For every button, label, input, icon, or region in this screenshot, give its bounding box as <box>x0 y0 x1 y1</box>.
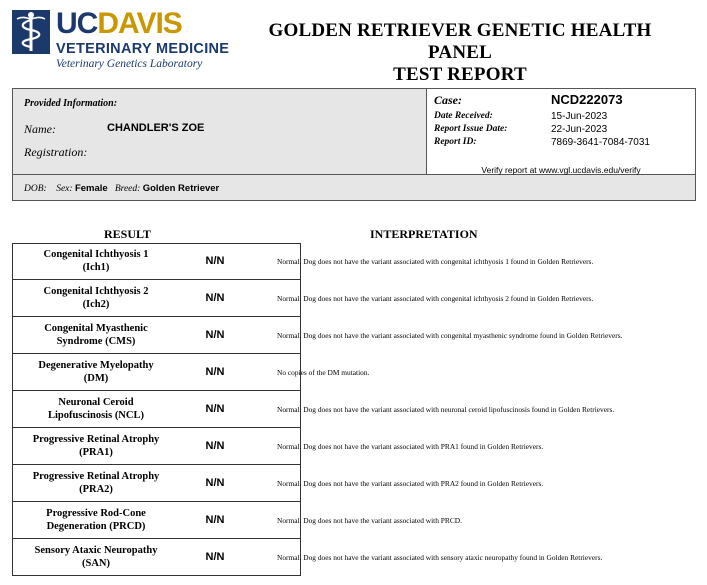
condition-name-line2: Syndrome (CMS) <box>56 336 136 347</box>
results-table <box>12 243 696 576</box>
registration-label: Registration: <box>24 145 88 159</box>
condition-name-line2: (DM) <box>83 373 109 384</box>
condition-name-line1: Congenital Myasthenic <box>44 323 148 334</box>
sex-label: Sex: <box>56 184 73 194</box>
condition-name <box>12 243 180 279</box>
condition-name-line2: Degeneration (PRCD) <box>46 521 146 532</box>
genotype-result: N/N <box>205 292 225 304</box>
interpretation-text: Normal. Dog does not have the variant associated with PRA2 found in Golden Retrievers. <box>277 478 544 488</box>
dob-label: DOB: <box>24 184 47 194</box>
condition-name-line1: Progressive Retinal Atrophy <box>32 471 160 482</box>
interpretation-text: Normal. Dog does not have the variant associated with congenital myasthenic syndrome found in Golden Retrievers. <box>277 330 623 340</box>
ucdavis-wordmark: UCDAVIS <box>56 7 182 40</box>
report-title-line1: GOLDEN RETRIEVER GENETIC HEALTH PANEL <box>268 20 652 63</box>
genotype-result: N/N <box>205 514 225 526</box>
condition-name <box>12 317 180 353</box>
case-label: Case: <box>434 93 462 107</box>
interpretation-text: Normal. Dog does not have the variant associated with neuronal ceroid lipofuscinosis found in Golden Retrievers. <box>277 404 615 414</box>
condition-name <box>12 465 180 501</box>
result-row <box>12 502 696 539</box>
condition-name-line1: Neuronal Ceroid <box>58 397 134 408</box>
verify-link[interactable]: Verify report at www.vgl.ucdavis.edu/verify <box>481 165 641 175</box>
genotype-result: N/N <box>205 403 225 415</box>
genotype-result: N/N <box>205 551 225 563</box>
report-id-label: Report ID: <box>434 137 477 147</box>
genotype-result: N/N <box>205 329 225 341</box>
provided-heading: Provided Information: <box>24 98 118 109</box>
date-received-value: 15-Jun-2023 <box>551 111 608 122</box>
name-label: Name: <box>24 122 56 136</box>
result-row <box>12 539 696 576</box>
report-title-line2: TEST REPORT <box>393 64 527 85</box>
interpretation-header: INTERPRETATION <box>370 227 478 241</box>
condition-name-line2: Lipofuscinosis (NCL) <box>48 410 144 421</box>
report-id-value: 7869-3641-7084-7031 <box>551 137 650 148</box>
genotype-result: N/N <box>205 440 225 452</box>
interpretation-text: Normal. Dog does not have the variant associated with congenital ichthyosis 1 found in Golden Retrievers. <box>277 256 594 266</box>
condition-name <box>12 428 180 464</box>
genotype-result: N/N <box>205 366 225 378</box>
condition-name-line2: (PRA2) <box>79 484 113 495</box>
issue-date-label: Report Issue Date: <box>434 124 508 134</box>
condition-name-line2: (SAN) <box>82 558 110 569</box>
caduceus-icon <box>12 10 50 54</box>
provided-information-panel <box>13 89 427 175</box>
condition-name-line2: (PRA1) <box>79 447 113 458</box>
condition-name <box>12 391 180 427</box>
lab-name: Veterinary Genetics Laboratory <box>56 58 203 70</box>
condition-name-line1: Congenital Ichthyosis 1 <box>43 249 149 260</box>
result-row <box>12 428 696 465</box>
case-panel <box>427 89 695 175</box>
condition-name-line1: Progressive Retinal Atrophy <box>32 434 160 445</box>
condition-name-line1: Progressive Rod-Cone <box>46 508 146 519</box>
result-row <box>12 354 696 391</box>
name-value: CHANDLER'S ZOE <box>107 122 205 134</box>
condition-name <box>12 539 180 575</box>
interpretation-text: Normal. Dog does not have the variant associated with PRA1 found in Golden Retrievers. <box>277 441 544 451</box>
date-received-label: Date Received: <box>434 111 493 121</box>
issue-date-value: 22-Jun-2023 <box>551 124 608 135</box>
info-box <box>12 88 696 201</box>
interpretation-text: No copies of the DM mutation. <box>277 367 370 377</box>
breed-label: Breed: <box>114 184 141 194</box>
genotype-result: N/N <box>205 477 225 489</box>
condition-name-line2: (Ich1) <box>82 262 110 273</box>
interpretation-text: Normal. Dog does not have the variant associated with PRCD. <box>277 515 462 525</box>
condition-name <box>12 354 180 390</box>
condition-name-line1: Sensory Ataxic Neuropathy <box>34 545 158 556</box>
condition-name-line2: (Ich2) <box>82 299 110 310</box>
breed-value: Golden Retriever <box>142 183 220 194</box>
condition-name-line1: Degenerative Myelopathy <box>38 360 154 371</box>
school-name: VETERINARY MEDICINE <box>56 41 230 57</box>
sex-value: Female <box>74 183 108 194</box>
result-row <box>12 280 696 317</box>
result-row <box>12 317 696 354</box>
interpretation-text: Normal. Dog does not have the variant associated with sensory ataxic neuropathy found in Golden Retrievers. <box>277 552 603 562</box>
condition-name <box>12 280 180 316</box>
result-row <box>12 465 696 502</box>
condition-name-line1: Congenital Ichthyosis 2 <box>43 286 149 297</box>
case-value: NCD222073 <box>551 92 623 107</box>
result-header: RESULT <box>104 227 151 241</box>
ucdavis-logo <box>12 8 252 68</box>
genotype-result: N/N <box>205 255 225 267</box>
interpretation-text: Normal. Dog does not have the variant associated with congenital ichthyosis 2 found in Golden Retrievers. <box>277 293 594 303</box>
dog-details <box>24 183 219 194</box>
result-row <box>12 391 696 428</box>
dog-details-bar <box>13 175 695 200</box>
report-title <box>240 20 680 86</box>
condition-name <box>12 502 180 538</box>
result-row <box>12 243 696 280</box>
